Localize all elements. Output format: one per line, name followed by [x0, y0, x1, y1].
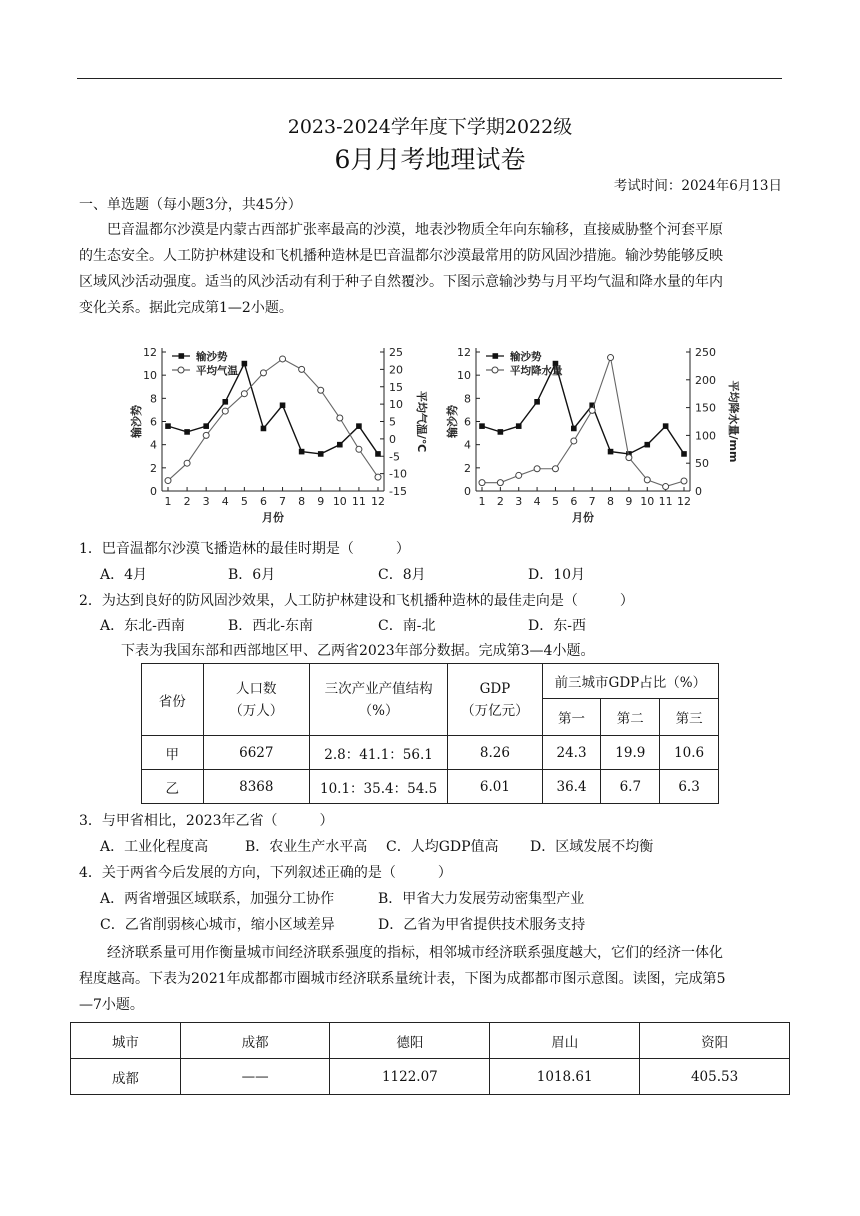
cell-first: 36.4 — [542, 770, 601, 804]
chart-sand-vs-temperature — [128, 340, 428, 530]
intro-line: 的生态安全。人工防护林建设和飞机播种造林是巴音温都尔沙漠最常用的防风固沙措施。输沙势能够反映 — [79, 248, 723, 264]
cell-population: 6627 — [203, 736, 309, 770]
cell-province: 甲 — [142, 736, 204, 770]
table-row — [71, 1059, 790, 1095]
left-axis-label: 输沙势 — [446, 405, 459, 438]
x-tick-label: 10 — [332, 495, 347, 508]
header-meishan: 眉山 — [490, 1023, 640, 1059]
header-second: 第二 — [601, 699, 660, 736]
q2-option-c[interactable]: C．南-北 — [378, 618, 436, 634]
x-tick-label: 12 — [677, 495, 691, 508]
economic-link-table — [70, 1022, 790, 1095]
left-tick-label: 10 — [143, 369, 157, 383]
header-population-line: 人口数 — [236, 680, 277, 697]
data-point-circle — [608, 355, 614, 361]
data-point-circle — [497, 480, 503, 486]
x-tick-label: 3 — [202, 495, 210, 508]
question-2: 2．为达到良好的防风固沙效果，人工防护林建设和飞机播种造林的最佳走向是（ ） — [79, 593, 634, 609]
right-tick-label: 150 — [695, 401, 716, 415]
right-tick-label: 20 — [389, 363, 403, 377]
section-heading: 一、单选题（每小题3分，共45分） — [79, 197, 302, 213]
x-tick-label: 2 — [496, 495, 504, 508]
cell-second: 6.7 — [601, 770, 660, 804]
question-4: 4．关于两省今后发展的方向，下列叙述正确的是（ ） — [79, 865, 452, 881]
data-point-square — [644, 442, 650, 448]
left-tick-label: 10 — [457, 369, 471, 383]
right-axis-label: 平均气温/℃ — [415, 390, 428, 453]
cell-population: 8368 — [203, 770, 309, 804]
x-tick-label: 9 — [625, 495, 633, 508]
right-tick-label: -10 — [389, 467, 407, 481]
right-tick-label: 0 — [389, 432, 396, 446]
series-line-sand — [168, 364, 378, 454]
header-structure — [309, 664, 447, 736]
intro-line: 经济联系量可用作衡量城市间经济联系强度的指标，相邻城市经济联系强度越大，它们的经济一体化 — [107, 945, 723, 961]
legend-marker-square — [493, 353, 499, 359]
left-tick-label: 6 — [150, 415, 157, 429]
data-point-circle — [299, 366, 305, 372]
data-point-circle — [626, 455, 632, 461]
header-province: 省份 — [142, 664, 204, 736]
exam-time: 考试时间：2024年6月13日 — [613, 178, 782, 194]
header-population — [203, 664, 309, 736]
data-point-square — [608, 449, 614, 455]
x-tick-label: 10 — [640, 495, 655, 508]
q2-option-d[interactable]: D．东-西 — [528, 618, 586, 634]
data-point-square — [203, 423, 209, 429]
intro-line: 区域风沙活动强度。适当的风沙活动有利于种子自然覆沙。下图示意输沙势与月平均气温和降水量的年内 — [79, 274, 723, 290]
header-deyang: 德阳 — [330, 1023, 490, 1059]
data-point-square — [184, 429, 190, 435]
data-point-circle — [165, 478, 171, 484]
left-axis-label: 输沙势 — [130, 405, 143, 438]
right-tick-label: 250 — [695, 346, 716, 359]
q4-option-a[interactable]: A．两省增强区域联系，加强分工协作 — [100, 891, 335, 907]
data-point-circle — [184, 460, 190, 466]
header-gdp — [448, 664, 542, 736]
x-tick-label: 9 — [317, 495, 325, 508]
cell-deyang: 1122.07 — [330, 1059, 490, 1095]
data-point-square — [571, 426, 577, 432]
right-tick-label: 100 — [695, 429, 716, 443]
data-point-square — [534, 399, 540, 405]
x-tick-label: 4 — [221, 495, 229, 508]
q1-option-b[interactable]: B．6月 — [228, 567, 276, 583]
right-tick-label: 50 — [695, 457, 709, 471]
header-city: 城市 — [71, 1023, 181, 1059]
left-tick-label: 2 — [150, 461, 157, 475]
data-point-circle — [663, 484, 669, 490]
right-tick-label: -15 — [389, 485, 407, 498]
header-gdp-unit: （万亿元） — [461, 702, 529, 719]
data-point-circle — [241, 391, 247, 397]
intro-paragraph-2 — [79, 940, 783, 1018]
legend-label: 输沙势 — [196, 351, 228, 363]
exam-title-line2: 6月月考地理试卷 — [334, 145, 526, 174]
data-point-circle — [318, 387, 324, 393]
data-point-square — [242, 361, 248, 367]
left-tick-label: 12 — [457, 346, 471, 359]
header-first: 第一 — [542, 699, 601, 736]
x-axis-label: 月份 — [262, 511, 284, 524]
series-line-sand — [482, 364, 684, 454]
data-point-square — [165, 423, 171, 429]
left-tick-label: 8 — [464, 392, 471, 406]
data-point-square — [681, 451, 687, 457]
right-tick-label: 10 — [389, 398, 403, 412]
q2-option-b[interactable]: B．西北-东南 — [228, 618, 314, 634]
series-line-climate — [168, 359, 378, 481]
data-point-circle — [589, 407, 595, 413]
data-point-circle — [479, 480, 485, 486]
left-tick-label: 0 — [150, 485, 157, 498]
q3-option-b[interactable]: B．农业生产水平高 — [245, 839, 368, 855]
right-tick-label: -5 — [389, 450, 400, 464]
left-tick-label: 4 — [150, 438, 157, 452]
exam-title-line1: 2023-2024学年度下学期2022级 — [287, 116, 573, 138]
header-population-unit: （万人） — [229, 702, 284, 719]
right-axis-label: 平均降水量/mm — [727, 380, 740, 463]
right-tick-label: 200 — [695, 373, 716, 387]
header-ziyang: 资阳 — [640, 1023, 790, 1059]
question-3: 3．与甲省相比，2023年乙省（ ） — [79, 813, 334, 829]
x-tick-label: 11 — [351, 495, 366, 508]
left-tick-label: 12 — [143, 346, 157, 359]
legend-label: 平均气温 — [196, 365, 238, 377]
data-point-circle — [534, 466, 540, 472]
cell-province: 乙 — [142, 770, 204, 804]
header-chengdu: 成都 — [180, 1023, 330, 1059]
cell-third: 10.6 — [660, 736, 719, 770]
data-point-circle — [337, 415, 343, 421]
data-point-circle — [260, 370, 266, 376]
header-gdp-line: GDP — [479, 680, 511, 697]
x-tick-label: 5 — [240, 495, 248, 508]
data-point-circle — [516, 472, 522, 478]
data-point-circle — [375, 474, 381, 480]
question-1: 1．巴音温都尔沙漠飞播造林的最佳时期是（ ） — [79, 541, 410, 557]
table1-intro: 下表为我国东部和西部地区甲、乙两省2023年部分数据。完成第3—4小题。 — [121, 643, 595, 659]
data-point-circle — [356, 446, 362, 452]
cell-city: 成都 — [71, 1059, 181, 1095]
data-point-square — [318, 451, 324, 457]
x-tick-label: 7 — [279, 495, 287, 508]
left-tick-label: 6 — [464, 415, 471, 429]
intro-line: 变化关系。据此完成第1—2小题。 — [79, 300, 293, 316]
q4-option-b[interactable]: B．甲省大力发展劳动密集型产业 — [378, 891, 585, 907]
cell-structure: 10.1：35.4：54.5 — [309, 770, 447, 804]
x-tick-label: 5 — [551, 495, 559, 508]
intro-line: 巴音温都尔沙漠是内蒙古西部扩张率最高的沙漠，地表沙物质全年向东输移，直接威胁整个河套平原 — [107, 222, 723, 238]
q1-option-c[interactable]: C．8月 — [378, 567, 426, 583]
data-point-square — [222, 399, 228, 405]
x-tick-label: 6 — [570, 495, 578, 508]
data-point-square — [663, 423, 669, 429]
cell-second: 19.9 — [601, 736, 660, 770]
cell-structure: 2.8：41.1：56.1 — [309, 736, 447, 770]
data-point-circle — [644, 477, 650, 483]
q4-option-d[interactable]: D．乙省为甲省提供技术服务支持 — [378, 917, 586, 933]
legend-label: 平均降水量 — [510, 365, 563, 377]
cell-ziyang: 405.53 — [640, 1059, 790, 1095]
data-point-circle — [222, 408, 228, 414]
x-tick-label: 12 — [371, 495, 385, 508]
data-point-square — [299, 449, 305, 455]
data-point-circle — [280, 356, 286, 362]
q1-option-a[interactable]: A．4月 — [100, 567, 148, 583]
data-point-square — [337, 442, 343, 448]
right-tick-label: 5 — [389, 415, 396, 429]
cell-gdp: 8.26 — [448, 736, 542, 770]
data-point-square — [356, 423, 362, 429]
data-point-square — [516, 423, 522, 429]
q4-option-c[interactable]: C．乙省削弱核心城市，缩小区域差异 — [100, 917, 335, 933]
left-tick-label: 0 — [464, 485, 471, 498]
right-tick-label: 0 — [695, 485, 702, 498]
left-tick-label: 8 — [150, 392, 157, 406]
header-structure-line: 三次产业产值结构 — [324, 680, 433, 697]
q3-option-a[interactable]: A．工业化程度高 — [100, 839, 209, 855]
data-point-circle — [552, 466, 558, 472]
left-tick-label: 2 — [464, 461, 471, 475]
q3-option-d[interactable]: D．区域发展不均衡 — [530, 839, 654, 855]
top-rule — [77, 78, 782, 79]
x-tick-label: 1 — [478, 495, 486, 508]
x-tick-label: 7 — [588, 495, 596, 508]
right-tick-label: 15 — [389, 380, 403, 394]
q1-option-d[interactable]: D．10月 — [528, 567, 586, 583]
x-tick-label: 8 — [607, 495, 615, 508]
cell-chengdu: —— — [180, 1059, 330, 1095]
right-tick-label: 25 — [389, 346, 403, 359]
table-row — [142, 770, 719, 804]
data-point-square — [261, 426, 267, 432]
header-third: 第三 — [660, 699, 719, 736]
x-tick-label: 8 — [298, 495, 306, 508]
intro-line: 程度越高。下表为2021年成都都市圈城市经济联系量统计表，下图为成都都市图示意图。读图，完成第5 — [79, 971, 726, 987]
x-tick-label: 11 — [658, 495, 673, 508]
data-point-square — [280, 402, 286, 408]
table-row — [142, 736, 719, 770]
q3-option-c[interactable]: C．人均GDP值高 — [386, 839, 499, 855]
intro-line: —7小题。 — [79, 997, 144, 1013]
data-point-circle — [681, 478, 687, 484]
legend-marker-square — [179, 353, 185, 359]
intro-paragraph-1 — [79, 217, 783, 321]
legend-marker-circle — [178, 367, 184, 373]
left-tick-label: 4 — [464, 438, 471, 452]
province-data-table — [141, 663, 719, 804]
data-point-circle — [203, 432, 209, 438]
x-tick-label: 2 — [183, 495, 191, 508]
data-point-square — [375, 451, 381, 457]
cell-gdp: 6.01 — [448, 770, 542, 804]
legend-marker-circle — [492, 367, 498, 373]
cell-third: 6.3 — [660, 770, 719, 804]
header-structure-unit: （%） — [358, 702, 399, 719]
legend-label: 输沙势 — [510, 351, 542, 363]
chart-sand-vs-precipitation — [446, 340, 740, 530]
x-tick-label: 3 — [515, 495, 523, 508]
x-tick-label: 1 — [164, 495, 172, 508]
cell-meishan: 1018.61 — [490, 1059, 640, 1095]
data-point-square — [479, 423, 485, 429]
x-tick-label: 6 — [259, 495, 267, 508]
cell-first: 24.3 — [542, 736, 601, 770]
data-point-square — [498, 429, 504, 435]
header-top3: 前三城市GDP占比（%） — [542, 664, 718, 699]
x-tick-label: 4 — [533, 495, 541, 508]
q2-option-a[interactable]: A．东北-西南 — [100, 618, 185, 634]
x-axis-label: 月份 — [572, 511, 594, 524]
data-point-circle — [571, 438, 577, 444]
